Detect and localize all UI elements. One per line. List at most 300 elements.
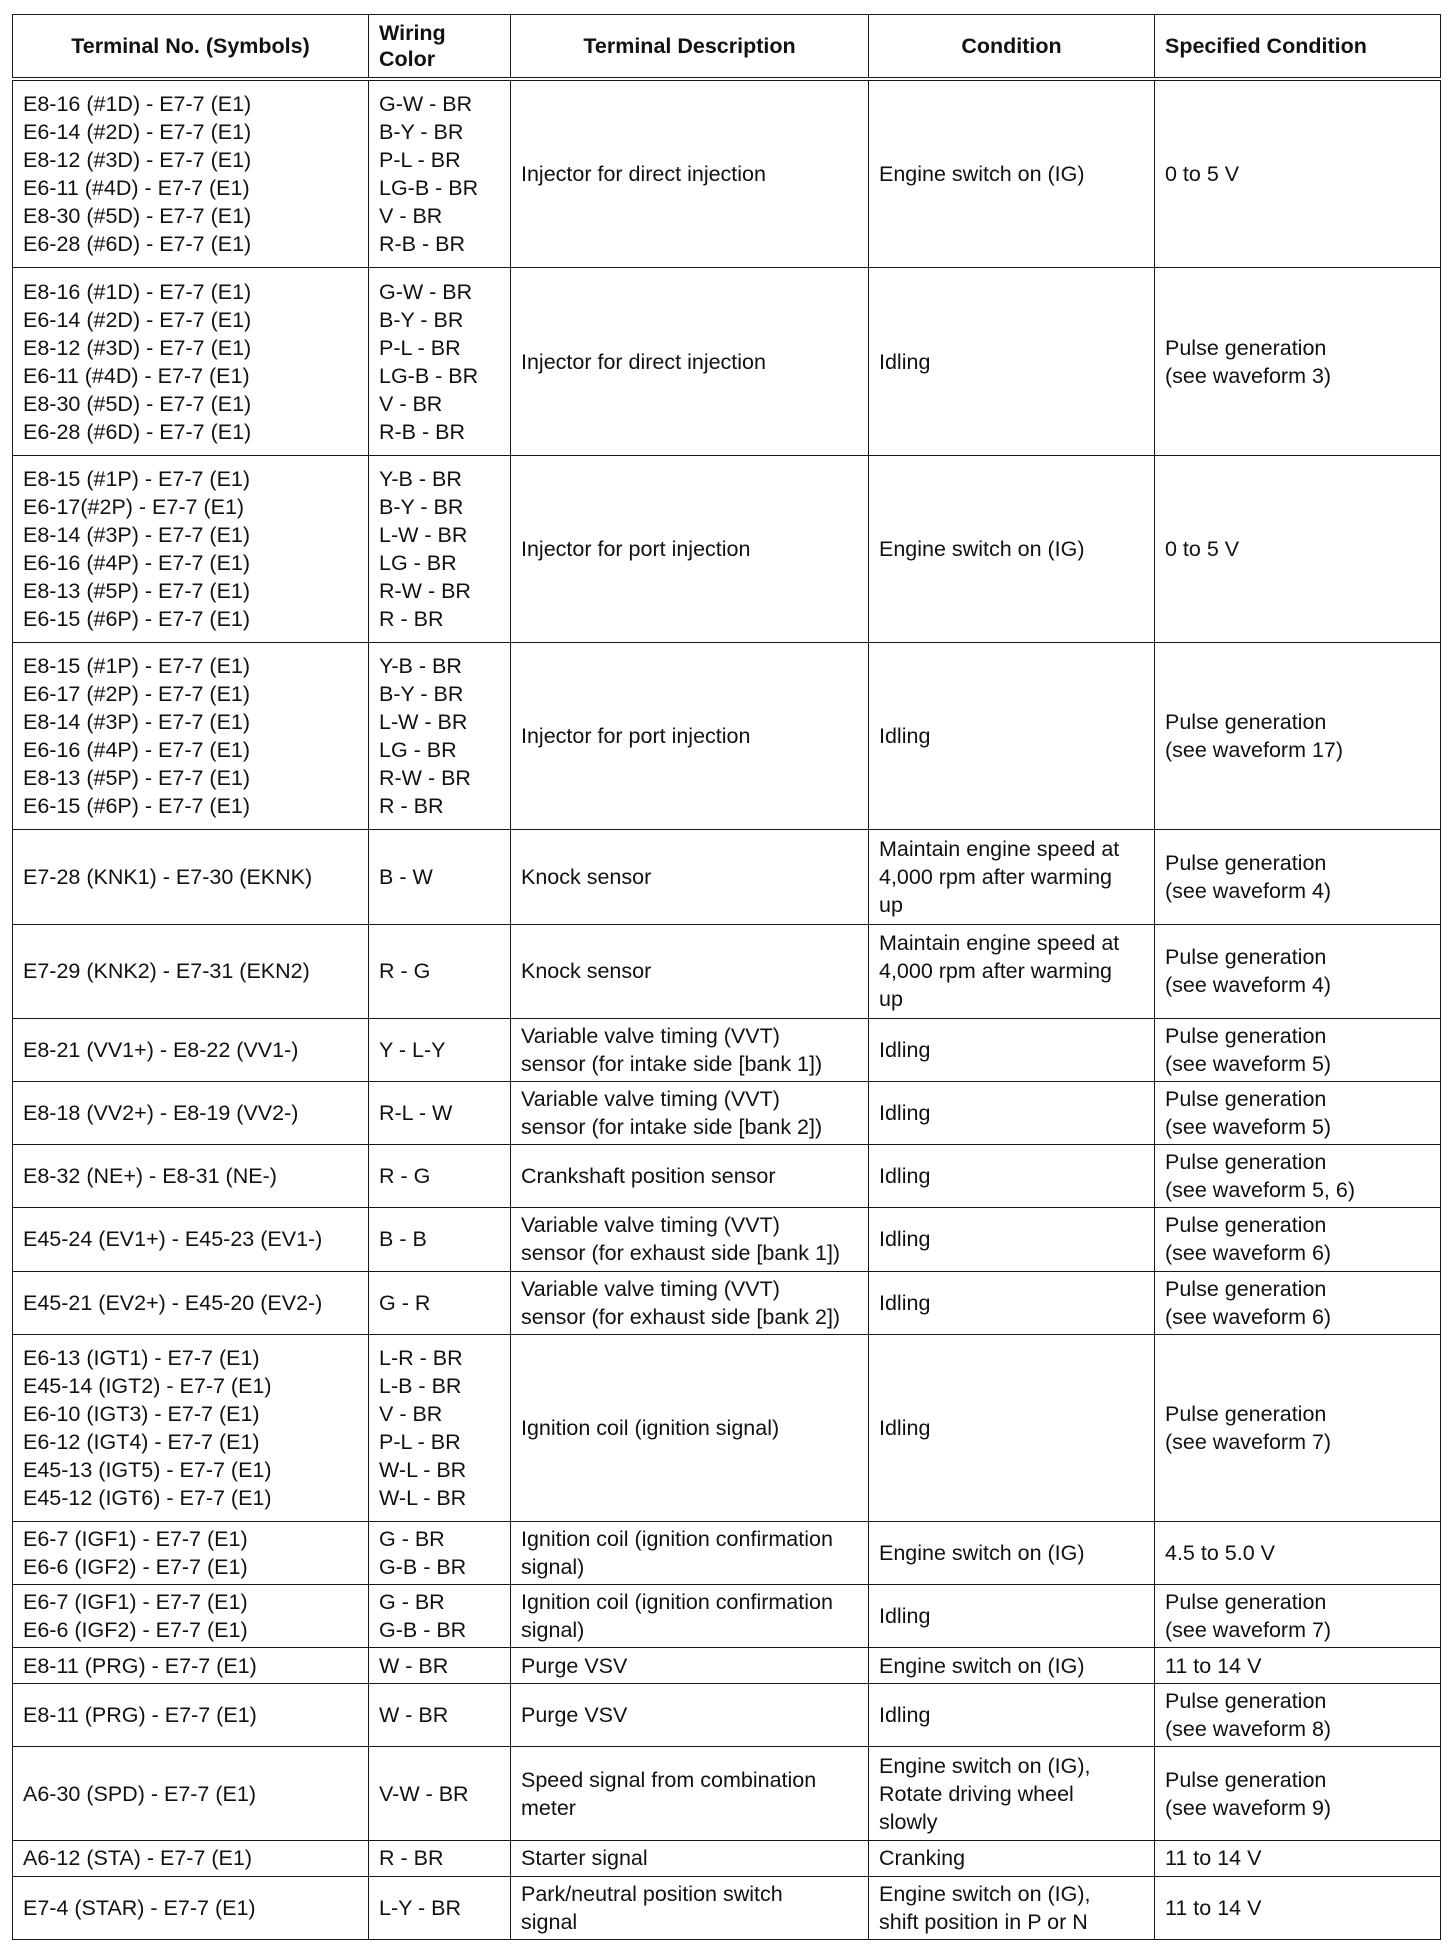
- description-cell: [511, 830, 869, 924]
- description-cell: [511, 1585, 869, 1648]
- cell-text-line: 0 to 5 V: [1165, 536, 1240, 561]
- cell-text-line: Idling: [879, 1415, 931, 1440]
- specified-condition-cell: [1155, 1683, 1441, 1746]
- wiring-color-cell: [369, 268, 511, 455]
- terminal-cell: [13, 1746, 369, 1840]
- description-cell: [511, 1648, 869, 1683]
- cell-text-line: Ignition coil (ignition confirmation: [521, 1590, 833, 1615]
- condition-cell: [869, 1876, 1155, 1939]
- wiring-color-cell: [369, 1841, 511, 1876]
- cell-text-line: G-W - BR: [379, 279, 473, 304]
- cell-text-line: Ignition coil (ignition confirmation: [521, 1527, 833, 1552]
- cell-text-line: B-Y - BR: [379, 120, 464, 145]
- terminal-cell: [13, 1271, 369, 1334]
- cell-text-line: up: [879, 893, 903, 918]
- wiring-color-cell: [369, 924, 511, 1018]
- cell-text-line: E6-14 (#2D) - E7-7 (E1): [23, 307, 252, 332]
- terminal-cell: [13, 268, 369, 455]
- table-body: [13, 79, 1441, 1940]
- cell-text-line: E7-4 (STAR) - E7-7 (E1): [23, 1895, 256, 1920]
- cell-text-line: Engine switch on (IG): [879, 536, 1085, 561]
- specified-condition-cell: [1155, 924, 1441, 1018]
- cell-text-line: E6-7 (IGF1) - E7-7 (E1): [23, 1590, 248, 1615]
- header-condition: Condition: [869, 15, 1155, 80]
- cell-text-line: G - BR: [379, 1590, 445, 1615]
- cell-text-line: sensor (for exhaust side [bank 1]): [521, 1241, 841, 1266]
- cell-text-line: E7-29 (KNK2) - E7-31 (EKN2): [23, 959, 310, 984]
- cell-text-line: 11 to 14 V: [1165, 1895, 1262, 1920]
- specified-condition-cell: [1155, 1018, 1441, 1081]
- cell-text-line: Pulse generation: [1165, 1401, 1327, 1426]
- cell-text-line: Pulse generation: [1165, 1590, 1327, 1615]
- specified-condition-cell: [1155, 830, 1441, 924]
- cell-text-line: up: [879, 987, 903, 1012]
- terminal-cell: [13, 1334, 369, 1521]
- table-row: [13, 455, 1441, 642]
- description-cell: [511, 1334, 869, 1521]
- cell-text-line: Variable valve timing (VVT): [521, 1023, 780, 1048]
- cell-text-line: Pulse generation: [1165, 1767, 1327, 1792]
- cell-text-line: Idling: [879, 1227, 931, 1252]
- condition-cell: [869, 643, 1155, 830]
- cell-text-line: signal): [521, 1555, 585, 1580]
- cell-text-line: G - R: [379, 1290, 431, 1315]
- table-row: [13, 1683, 1441, 1746]
- description-cell: [511, 1841, 869, 1876]
- cell-text-line: Knock sensor: [521, 959, 652, 984]
- description-cell: [511, 1208, 869, 1271]
- cell-text-line: (see waveform 4): [1165, 973, 1332, 998]
- cell-text-line: Variable valve timing (VVT): [521, 1213, 780, 1238]
- terminal-cell: [13, 1145, 369, 1208]
- description-cell: [511, 79, 869, 268]
- specified-condition-cell: [1155, 1746, 1441, 1840]
- cell-text-line: R-B - BR: [379, 232, 465, 257]
- cell-text-line: signal: [521, 1909, 578, 1934]
- table-row: [13, 643, 1441, 830]
- wiring-color-cell: [369, 643, 511, 830]
- cell-text-line: E6-15 (#6P) - E7-7 (E1): [23, 794, 251, 819]
- cell-text-line: (see waveform 7): [1165, 1618, 1332, 1643]
- condition-cell: [869, 79, 1155, 268]
- cell-text-line: Pulse generation: [1165, 335, 1327, 360]
- cell-text-line: Idling: [879, 1702, 931, 1727]
- terminal-cell: [13, 1841, 369, 1876]
- cell-text-line: Idling: [879, 724, 931, 749]
- cell-text-line: (see waveform 5): [1165, 1115, 1332, 1140]
- wiring-color-cell: [369, 1082, 511, 1145]
- cell-text-line: Engine switch on (IG): [879, 1653, 1085, 1678]
- cell-text-line: E6-17(#2P) - E7-7 (E1): [23, 494, 245, 519]
- specified-condition-cell: [1155, 268, 1441, 455]
- terminal-cell: [13, 1522, 369, 1585]
- cell-text-line: E6-28 (#6D) - E7-7 (E1): [23, 419, 252, 444]
- cell-text-line: E6-7 (IGF1) - E7-7 (E1): [23, 1527, 248, 1552]
- specified-condition-cell: [1155, 1841, 1441, 1876]
- condition-cell: [869, 830, 1155, 924]
- cell-text-line: Pulse generation: [1165, 1276, 1327, 1301]
- cell-text-line: Pulse generation: [1165, 851, 1327, 876]
- cell-text-line: Knock sensor: [521, 865, 652, 890]
- condition-cell: [869, 1683, 1155, 1746]
- specified-condition-cell: [1155, 455, 1441, 642]
- cell-text-line: Idling: [879, 1164, 931, 1189]
- condition-cell: [869, 1271, 1155, 1334]
- cell-text-line: E8-32 (NE+) - E8-31 (NE-): [23, 1164, 277, 1189]
- cell-text-line: slowly: [879, 1809, 938, 1834]
- cell-text-line: E6-11 (#4D) - E7-7 (E1): [23, 176, 250, 201]
- wiring-color-cell: [369, 1271, 511, 1334]
- cell-text-line: L-B - BR: [379, 1373, 462, 1398]
- cell-text-line: E8-16 (#1D) - E7-7 (E1): [23, 279, 252, 304]
- cell-text-line: E8-15 (#1P) - E7-7 (E1): [23, 654, 251, 679]
- cell-text-line: Crankshaft position sensor: [521, 1164, 776, 1189]
- cell-text-line: Rotate driving wheel: [879, 1781, 1074, 1806]
- cell-text-line: V - BR: [379, 204, 443, 229]
- cell-text-line: (see waveform 9): [1165, 1795, 1332, 1820]
- cell-text-line: E6-6 (IGF2) - E7-7 (E1): [23, 1618, 248, 1643]
- condition-cell: [869, 268, 1155, 455]
- cell-text-line: R-B - BR: [379, 419, 465, 444]
- wiring-color-cell: [369, 1018, 511, 1081]
- cell-text-line: E6-12 (IGT4) - E7-7 (E1): [23, 1429, 260, 1454]
- terminal-cell: [13, 1082, 369, 1145]
- description-cell: [511, 1018, 869, 1081]
- cell-text-line: Park/neutral position switch: [521, 1881, 783, 1906]
- cell-text-line: E6-16 (#4P) - E7-7 (E1): [23, 738, 251, 763]
- cell-text-line: Cranking: [879, 1846, 966, 1871]
- terminal-cell: [13, 1018, 369, 1081]
- terminal-cell: [13, 830, 369, 924]
- cell-text-line: Injector for direct injection: [521, 162, 766, 187]
- cell-text-line: E8-21 (VV1+) - E8-22 (VV1-): [23, 1037, 299, 1062]
- cell-text-line: (see waveform 3): [1165, 363, 1332, 388]
- header-terminal: Terminal No. (Symbols): [13, 15, 369, 80]
- cell-text-line: B-Y - BR: [379, 307, 464, 332]
- table-row: [13, 1648, 1441, 1683]
- cell-text-line: E8-13 (#5P) - E7-7 (E1): [23, 766, 251, 791]
- cell-text-line: E6-6 (IGF2) - E7-7 (E1): [23, 1555, 248, 1580]
- cell-text-line: R - BR: [379, 794, 444, 819]
- description-cell: [511, 1271, 869, 1334]
- cell-text-line: G-W - BR: [379, 92, 473, 117]
- wiring-color-cell: [369, 1208, 511, 1271]
- terminal-cell: [13, 79, 369, 268]
- wiring-color-cell: [369, 79, 511, 268]
- condition-cell: [869, 455, 1155, 642]
- table-row: [13, 1334, 1441, 1521]
- table-row: [13, 830, 1441, 924]
- cell-text-line: Variable valve timing (VVT): [521, 1087, 780, 1112]
- terminal-table: [12, 14, 1441, 1940]
- cell-text-line: (see waveform 5): [1165, 1051, 1332, 1076]
- cell-text-line: Y - L-Y: [379, 1037, 446, 1062]
- description-cell: [511, 1145, 869, 1208]
- cell-text-line: B-Y - BR: [379, 682, 464, 707]
- wiring-color-cell: [369, 1876, 511, 1939]
- cell-text-line: R-W - BR: [379, 578, 471, 603]
- table-row: [13, 1876, 1441, 1939]
- cell-text-line: E8-14 (#3P) - E7-7 (E1): [23, 522, 251, 547]
- cell-text-line: Idling: [879, 1037, 931, 1062]
- cell-text-line: A6-12 (STA) - E7-7 (E1): [23, 1846, 252, 1871]
- cell-text-line: V - BR: [379, 391, 443, 416]
- condition-cell: [869, 1585, 1155, 1648]
- description-cell: [511, 268, 869, 455]
- cell-text-line: sensor (for intake side [bank 2]): [521, 1115, 823, 1140]
- table-row: [13, 1018, 1441, 1081]
- specified-condition-cell: [1155, 1271, 1441, 1334]
- wiring-color-cell: [369, 455, 511, 642]
- cell-text-line: R - G: [379, 1164, 431, 1189]
- cell-text-line: Y-B - BR: [379, 466, 462, 491]
- condition-cell: [869, 1746, 1155, 1840]
- terminal-cell: [13, 1585, 369, 1648]
- cell-text-line: LG - BR: [379, 738, 457, 763]
- cell-text-line: Pulse generation: [1165, 1087, 1327, 1112]
- cell-text-line: W-L - BR: [379, 1485, 467, 1510]
- cell-text-line: meter: [521, 1795, 576, 1820]
- cell-text-line: E45-21 (EV2+) - E45-20 (EV2-): [23, 1290, 323, 1315]
- cell-text-line: G-B - BR: [379, 1618, 467, 1643]
- header-row: [13, 15, 1441, 80]
- cell-text-line: E8-12 (#3D) - E7-7 (E1): [23, 148, 252, 173]
- specified-condition-cell: [1155, 79, 1441, 268]
- cell-text-line: (see waveform 7): [1165, 1429, 1332, 1454]
- cell-text-line: Pulse generation: [1165, 710, 1327, 735]
- terminal-cell: [13, 1683, 369, 1746]
- cell-text-line: E8-30 (#5D) - E7-7 (E1): [23, 204, 252, 229]
- cell-text-line: Idling: [879, 1604, 931, 1629]
- wiring-color-cell: [369, 1522, 511, 1585]
- specified-condition-cell: [1155, 643, 1441, 830]
- description-cell: [511, 1522, 869, 1585]
- condition-cell: [869, 924, 1155, 1018]
- specified-condition-cell: [1155, 1082, 1441, 1145]
- cell-text-line: Injector for port injection: [521, 536, 751, 561]
- condition-cell: [869, 1334, 1155, 1521]
- table-row: [13, 1208, 1441, 1271]
- cell-text-line: 11 to 14 V: [1165, 1653, 1262, 1678]
- table-row: [13, 79, 1441, 268]
- cell-text-line: Maintain engine speed at: [879, 837, 1120, 862]
- cell-text-line: shift position in P or N: [879, 1909, 1088, 1934]
- specified-condition-cell: [1155, 1208, 1441, 1271]
- cell-text-line: E7-28 (KNK1) - E7-30 (EKNK): [23, 865, 313, 890]
- cell-text-line: B-Y - BR: [379, 494, 464, 519]
- cell-text-line: E8-11 (PRG) - E7-7 (E1): [23, 1702, 257, 1727]
- header-terminal-description: Terminal Description: [511, 15, 869, 80]
- cell-text-line: 11 to 14 V: [1165, 1846, 1262, 1871]
- cell-text-line: 4,000 rpm after warming: [879, 865, 1113, 890]
- condition-cell: [869, 1522, 1155, 1585]
- cell-text-line: signal): [521, 1618, 585, 1643]
- specified-condition-cell: [1155, 1648, 1441, 1683]
- cell-text-line: E6-17 (#2P) - E7-7 (E1): [23, 682, 251, 707]
- cell-text-line: LG-B - BR: [379, 363, 479, 388]
- cell-text-line: Purge VSV: [521, 1702, 628, 1727]
- cell-text-line: L-W - BR: [379, 710, 468, 735]
- header-specified-condition: Specified Condition: [1155, 15, 1441, 80]
- cell-text-line: R-L - W: [379, 1101, 453, 1126]
- wiring-color-cell: [369, 830, 511, 924]
- cell-text-line: L-Y - BR: [379, 1895, 462, 1920]
- table-row: [13, 1522, 1441, 1585]
- cell-text-line: Injector for direct injection: [521, 349, 766, 374]
- cell-text-line: Pulse generation: [1165, 1688, 1327, 1713]
- wiring-color-cell: [369, 1145, 511, 1208]
- description-cell: [511, 455, 869, 642]
- header-wiring-color: Wiring Color: [369, 15, 511, 80]
- specified-condition-cell: [1155, 1585, 1441, 1648]
- condition-cell: [869, 1648, 1155, 1683]
- table-row: [13, 1585, 1441, 1648]
- wiring-color-cell: [369, 1648, 511, 1683]
- cell-text-line: P-L - BR: [379, 335, 461, 360]
- cell-text-line: 4,000 rpm after warming: [879, 959, 1113, 984]
- cell-text-line: Idling: [879, 349, 931, 374]
- cell-text-line: (see waveform 4): [1165, 879, 1332, 904]
- condition-cell: [869, 1145, 1155, 1208]
- cell-text-line: Engine switch on (IG),: [879, 1753, 1091, 1778]
- cell-text-line: LG - BR: [379, 550, 457, 575]
- cell-text-line: G - BR: [379, 1527, 445, 1552]
- cell-text-line: Purge VSV: [521, 1653, 628, 1678]
- cell-text-line: 4.5 to 5.0 V: [1165, 1541, 1275, 1566]
- cell-text-line: E45-14 (IGT2) - E7-7 (E1): [23, 1373, 272, 1398]
- cell-text-line: L-R - BR: [379, 1345, 463, 1370]
- cell-text-line: Variable valve timing (VVT): [521, 1276, 780, 1301]
- cell-text-line: W-L - BR: [379, 1457, 467, 1482]
- cell-text-line: V - BR: [379, 1401, 443, 1426]
- wiring-color-cell: [369, 1746, 511, 1840]
- cell-text-line: E6-16 (#4P) - E7-7 (E1): [23, 550, 251, 575]
- wiring-color-cell: [369, 1683, 511, 1746]
- cell-text-line: Engine switch on (IG): [879, 1541, 1085, 1566]
- cell-text-line: (see waveform 6): [1165, 1241, 1332, 1266]
- cell-text-line: Speed signal from combination: [521, 1767, 817, 1792]
- cell-text-line: Injector for port injection: [521, 724, 751, 749]
- terminal-cell: [13, 1648, 369, 1683]
- terminal-cell: [13, 1208, 369, 1271]
- cell-text-line: (see waveform 17): [1165, 738, 1344, 763]
- cell-text-line: P-L - BR: [379, 148, 461, 173]
- cell-text-line: Starter signal: [521, 1846, 648, 1871]
- terminal-cell: [13, 643, 369, 830]
- description-cell: [511, 1876, 869, 1939]
- cell-text-line: Idling: [879, 1101, 931, 1126]
- cell-text-line: E6-28 (#6D) - E7-7 (E1): [23, 232, 252, 257]
- cell-text-line: sensor (for exhaust side [bank 2]): [521, 1304, 841, 1329]
- cell-text-line: E8-16 (#1D) - E7-7 (E1): [23, 92, 252, 117]
- specified-condition-cell: [1155, 1334, 1441, 1521]
- cell-text-line: E6-11 (#4D) - E7-7 (E1): [23, 363, 250, 388]
- cell-text-line: R - BR: [379, 606, 444, 631]
- cell-text-line: Engine switch on (IG): [879, 162, 1085, 187]
- cell-text-line: Pulse generation: [1165, 945, 1327, 970]
- cell-text-line: G-B - BR: [379, 1555, 467, 1580]
- cell-text-line: E8-12 (#3D) - E7-7 (E1): [23, 335, 252, 360]
- table-row: [13, 1746, 1441, 1840]
- cell-text-line: B - W: [379, 865, 433, 890]
- cell-text-line: V-W - BR: [379, 1781, 469, 1806]
- cell-text-line: E6-15 (#6P) - E7-7 (E1): [23, 606, 251, 631]
- cell-text-line: R - BR: [379, 1846, 444, 1871]
- cell-text-line: A6-30 (SPD) - E7-7 (E1): [23, 1781, 256, 1806]
- condition-cell: [869, 1841, 1155, 1876]
- cell-text-line: W - BR: [379, 1653, 449, 1678]
- cell-text-line: sensor (for intake side [bank 1]): [521, 1051, 823, 1076]
- cell-text-line: Engine switch on (IG),: [879, 1881, 1091, 1906]
- description-cell: [511, 1683, 869, 1746]
- cell-text-line: E8-13 (#5P) - E7-7 (E1): [23, 578, 251, 603]
- cell-text-line: E8-30 (#5D) - E7-7 (E1): [23, 391, 252, 416]
- cell-text-line: (see waveform 5, 6): [1165, 1178, 1355, 1203]
- cell-text-line: E45-12 (IGT6) - E7-7 (E1): [23, 1485, 272, 1510]
- cell-text-line: P-L - BR: [379, 1429, 461, 1454]
- cell-text-line: W - BR: [379, 1702, 449, 1727]
- description-cell: [511, 924, 869, 1018]
- cell-text-line: Idling: [879, 1290, 931, 1315]
- terminal-cell: [13, 455, 369, 642]
- cell-text-line: E8-18 (VV2+) - E8-19 (VV2-): [23, 1101, 299, 1126]
- wiring-color-cell: [369, 1334, 511, 1521]
- description-cell: [511, 1746, 869, 1840]
- cell-text-line: Pulse generation: [1165, 1213, 1327, 1238]
- table-row: [13, 268, 1441, 455]
- table-row: [13, 1082, 1441, 1145]
- cell-text-line: (see waveform 8): [1165, 1716, 1332, 1741]
- cell-text-line: Maintain engine speed at: [879, 931, 1120, 956]
- description-cell: [511, 643, 869, 830]
- cell-text-line: R - G: [379, 959, 431, 984]
- cell-text-line: Ignition coil (ignition signal): [521, 1415, 780, 1440]
- cell-text-line: E6-10 (IGT3) - E7-7 (E1): [23, 1401, 260, 1426]
- cell-text-line: E6-14 (#2D) - E7-7 (E1): [23, 120, 252, 145]
- terminal-cell: [13, 1876, 369, 1939]
- cell-text-line: L-W - BR: [379, 522, 468, 547]
- condition-cell: [869, 1208, 1155, 1271]
- cell-text-line: Pulse generation: [1165, 1023, 1327, 1048]
- cell-text-line: (see waveform 6): [1165, 1304, 1332, 1329]
- terminal-cell: [13, 924, 369, 1018]
- specified-condition-cell: [1155, 1876, 1441, 1939]
- cell-text-line: E45-24 (EV1+) - E45-23 (EV1-): [23, 1227, 323, 1252]
- cell-text-line: 0 to 5 V: [1165, 162, 1240, 187]
- cell-text-line: Pulse generation: [1165, 1150, 1327, 1175]
- wiring-color-cell: [369, 1585, 511, 1648]
- table-header: [13, 15, 1441, 80]
- cell-text-line: B - B: [379, 1227, 427, 1252]
- table-row: [13, 924, 1441, 1018]
- cell-text-line: R-W - BR: [379, 766, 471, 791]
- cell-text-line: E8-15 (#1P) - E7-7 (E1): [23, 466, 251, 491]
- cell-text-line: E45-13 (IGT5) - E7-7 (E1): [23, 1457, 272, 1482]
- cell-text-line: Y-B - BR: [379, 654, 462, 679]
- specified-condition-cell: [1155, 1522, 1441, 1585]
- table-row: [13, 1271, 1441, 1334]
- specified-condition-cell: [1155, 1145, 1441, 1208]
- description-cell: [511, 1082, 869, 1145]
- condition-cell: [869, 1082, 1155, 1145]
- cell-text-line: E8-14 (#3P) - E7-7 (E1): [23, 710, 251, 735]
- table-row: [13, 1841, 1441, 1876]
- table-row: [13, 1145, 1441, 1208]
- cell-text-line: LG-B - BR: [379, 176, 479, 201]
- cell-text-line: E6-13 (IGT1) - E7-7 (E1): [23, 1345, 260, 1370]
- condition-cell: [869, 1018, 1155, 1081]
- cell-text-line: E8-11 (PRG) - E7-7 (E1): [23, 1653, 257, 1678]
